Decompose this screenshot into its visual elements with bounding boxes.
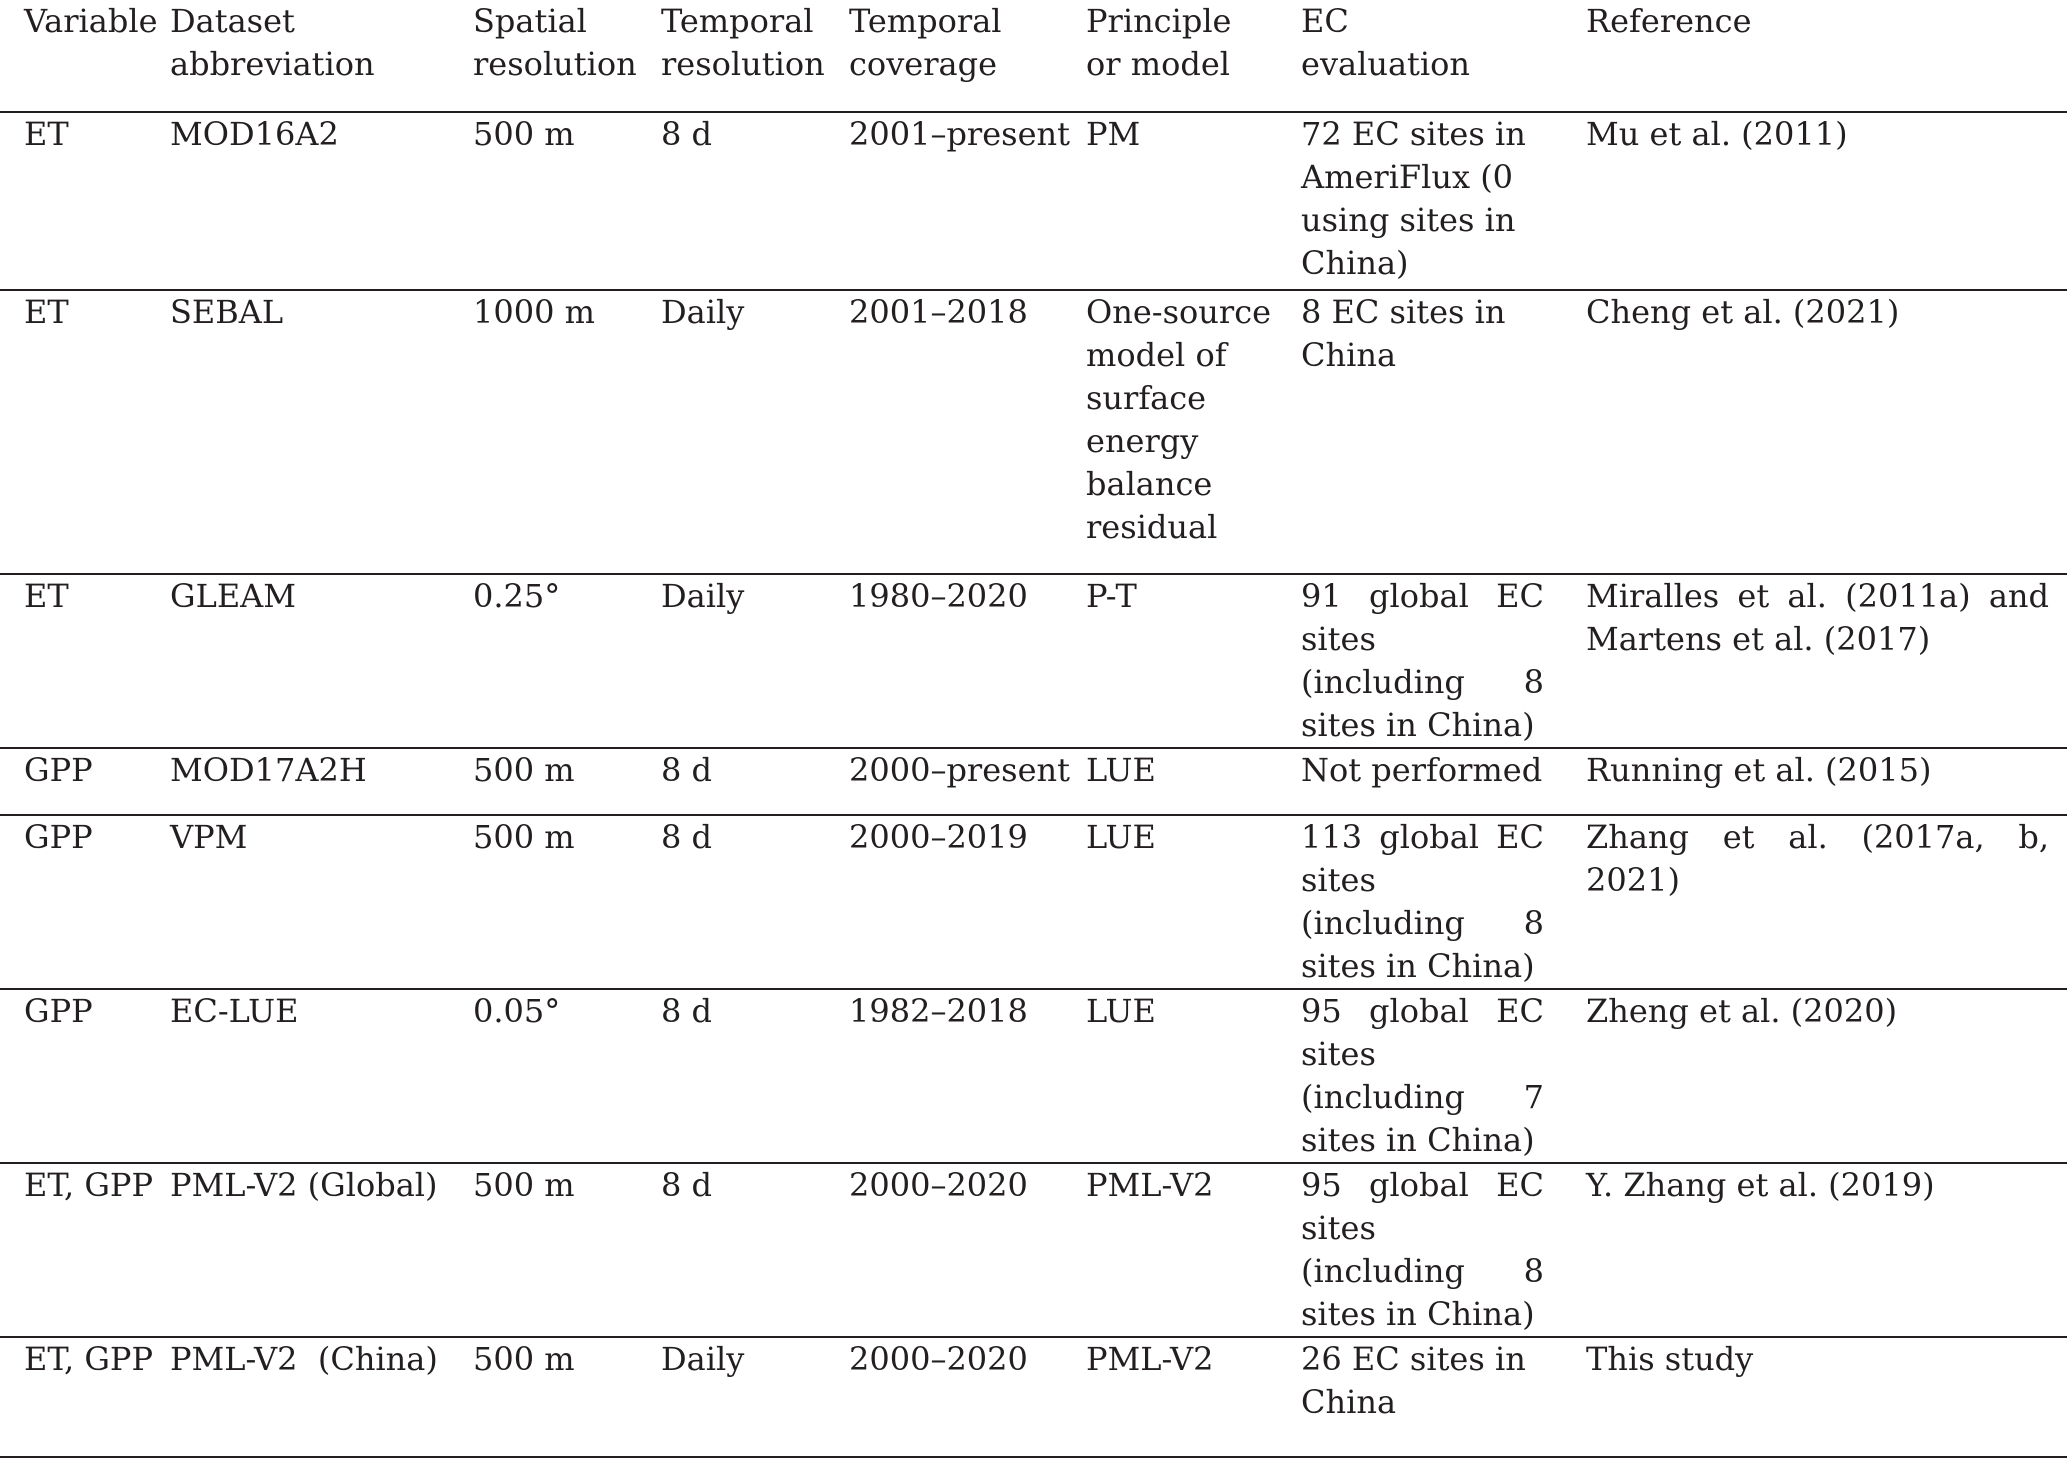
cell-reference: Cheng et al. (2021)	[1586, 290, 2067, 574]
cell-reference: Y. Zhang et al. (2019)	[1586, 1163, 2067, 1337]
cell-coverage: 2000–2019	[849, 815, 1086, 989]
cell-variable: ET	[0, 112, 170, 290]
cell-spatial: 500 m	[473, 1337, 661, 1457]
cell-temporal-resolution: 8 d	[661, 989, 849, 1163]
header-reference: Reference	[1586, 0, 2067, 112]
cell-evaluation: 26 EC sites in China	[1301, 1337, 1586, 1457]
cell-reference: This study	[1586, 1337, 2067, 1457]
header-principle-or-model: Principle or model	[1086, 0, 1301, 112]
cell-principle: LUE	[1086, 815, 1301, 989]
cell-coverage: 1982–2018	[849, 989, 1086, 1163]
cell-dataset: MOD16A2	[170, 112, 473, 290]
cell-evaluation: 72 EC sites in AmeriFlux (0 using sites in China)	[1301, 112, 1586, 290]
cell-coverage: 2000–2020	[849, 1337, 1086, 1457]
table-row	[0, 574, 2067, 748]
cell-dataset: GLEAM	[170, 574, 473, 748]
cell-reference: Running et al. (2015)	[1586, 748, 2067, 815]
header-temporal-coverage: Temporal coverage	[849, 0, 1086, 112]
cell-dataset: VPM	[170, 815, 473, 989]
cell-coverage: 2000–present	[849, 748, 1086, 815]
cell-variable: ET, GPP	[0, 1163, 170, 1337]
cell-principle: One-source model of surface energy balance residual	[1086, 290, 1301, 574]
cell-spatial: 500 m	[473, 112, 661, 290]
cell-coverage: 1980–2020	[849, 574, 1086, 748]
cell-coverage: 2000–2020	[849, 1163, 1086, 1337]
cell-dataset: EC-LUE	[170, 989, 473, 1163]
cell-variable: GPP	[0, 815, 170, 989]
cell-coverage: 2001–2018	[849, 290, 1086, 574]
cell-spatial: 0.25°	[473, 574, 661, 748]
cell-principle: LUE	[1086, 989, 1301, 1163]
header-variable: Variable	[0, 0, 170, 112]
cell-temporal-resolution: Daily	[661, 1337, 849, 1457]
cell-principle: PM	[1086, 112, 1301, 290]
cell-evaluation: 113 global EC sites (including 8 sites in China)	[1301, 815, 1586, 989]
cell-spatial: 500 m	[473, 1163, 661, 1337]
table-row	[0, 989, 2067, 1163]
cell-reference: Miralles et al. (2011a) and Martens et al. (2017)	[1586, 574, 2067, 748]
cell-variable: GPP	[0, 748, 170, 815]
header-ec-evaluation: EC evaluation	[1301, 0, 1586, 112]
cell-variable: ET	[0, 290, 170, 574]
cell-variable: ET, GPP	[0, 1337, 170, 1457]
cell-dataset: MOD17A2H	[170, 748, 473, 815]
cell-reference: Zheng et al. (2020)	[1586, 989, 2067, 1163]
cell-reference: Zhang et al. (2017a, b, 2021)	[1586, 815, 2067, 989]
header-dataset-abbreviation: Dataset abbreviation	[170, 0, 473, 112]
cell-spatial: 1000 m	[473, 290, 661, 574]
cell-spatial: 500 m	[473, 748, 661, 815]
cell-temporal-resolution: 8 d	[661, 112, 849, 290]
cell-coverage: 2001–present	[849, 112, 1086, 290]
cell-reference: Mu et al. (2011)	[1586, 112, 2067, 290]
cell-spatial: 500 m	[473, 815, 661, 989]
cell-dataset: PML-V2 (China)	[170, 1337, 473, 1457]
cell-dataset: SEBAL	[170, 290, 473, 574]
cell-evaluation: 95 global EC sites (including 8 sites in China)	[1301, 1163, 1586, 1337]
cell-evaluation: 91 global EC sites (including 8 sites in China)	[1301, 574, 1586, 748]
table-header-row	[0, 0, 2067, 112]
table-row	[0, 112, 2067, 290]
cell-evaluation: 8 EC sites in China	[1301, 290, 1586, 574]
cell-temporal-resolution: 8 d	[661, 815, 849, 989]
table-row	[0, 748, 2067, 815]
cell-variable: ET	[0, 574, 170, 748]
cell-principle: LUE	[1086, 748, 1301, 815]
cell-evaluation: 95 global EC sites (including 7 sites in China)	[1301, 989, 1586, 1163]
cell-temporal-resolution: 8 d	[661, 748, 849, 815]
table-row	[0, 815, 2067, 989]
cell-spatial: 0.05°	[473, 989, 661, 1163]
cell-temporal-resolution: 8 d	[661, 1163, 849, 1337]
cell-dataset: PML-V2 (Global)	[170, 1163, 473, 1337]
cell-principle: PML-V2	[1086, 1337, 1301, 1457]
cell-principle: PML-V2	[1086, 1163, 1301, 1337]
cell-temporal-resolution: Daily	[661, 574, 849, 748]
table-row	[0, 290, 2067, 574]
cell-variable: GPP	[0, 989, 170, 1163]
header-spatial-resolution: Spatial resolution	[473, 0, 661, 112]
table-row	[0, 1337, 2067, 1457]
cell-evaluation: Not performed	[1301, 748, 1586, 815]
header-temporal-resolution: Temporal resolution	[661, 0, 849, 112]
cell-principle: P-T	[1086, 574, 1301, 748]
cell-temporal-resolution: Daily	[661, 290, 849, 574]
table-row	[0, 1163, 2067, 1337]
